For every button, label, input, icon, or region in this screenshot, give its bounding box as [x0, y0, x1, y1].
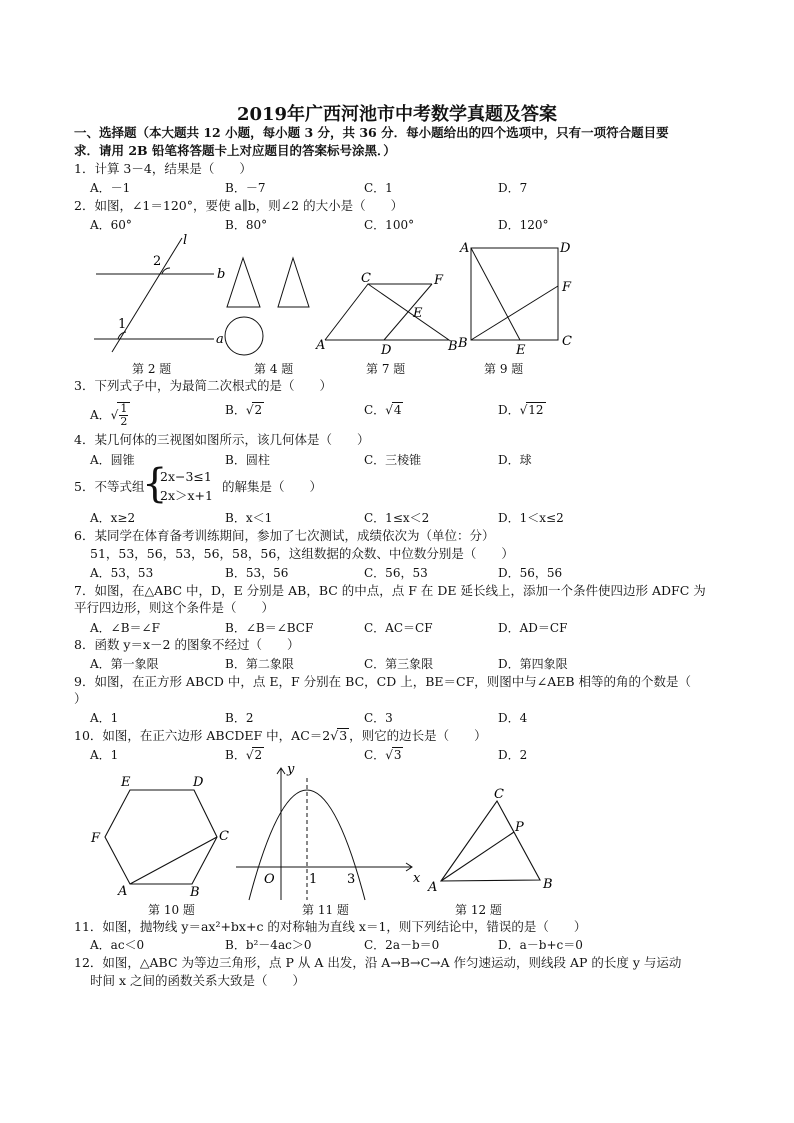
q5-brace: {	[142, 461, 168, 507]
fig9-label-a: A	[460, 241, 470, 256]
q10-option-b: B．√2	[225, 748, 263, 762]
page-title: 2019年广西河池市中考数学真题及答案	[236, 104, 558, 125]
q3-b-radicand: 2	[254, 403, 263, 417]
q4-stem: 4．某几何体的三视图如图所示，该几何体是（ ）	[74, 432, 370, 447]
fig12-label-c: C	[494, 787, 504, 802]
figure-11-parabola	[236, 768, 412, 900]
q3-option-a: A．√ $\frac{1}{2}$	[90, 402, 130, 428]
q3-stem: 3．下列式子中，为最简二次根式的是（ ）	[74, 378, 332, 393]
q1-stem: 1．计算 3－4，结果是（ ）	[74, 161, 252, 176]
fig7-label-d: D	[381, 343, 392, 358]
q7-option-d: D．AD＝CF	[498, 621, 568, 635]
fig12-label-a: A	[428, 880, 438, 895]
q11-option-a: A．ac＜0	[90, 938, 145, 952]
caption-fig-7: 第 7 题	[366, 362, 406, 376]
fig7-label-a: A	[316, 338, 326, 353]
q5-option-b: B．x＜1	[225, 511, 273, 525]
fig9-label-d: D	[560, 241, 571, 256]
q10-stem-pre: 10．如图，在正六边形 ABCDEF 中，AC＝2	[74, 728, 331, 743]
fig11-label-o: O	[264, 872, 275, 887]
fig2-label-b: b	[217, 267, 226, 282]
q1-option-a: A．－1	[90, 181, 131, 195]
fig2-label-2: 2	[153, 254, 162, 269]
q8-option-b: B．第二象限	[225, 657, 294, 671]
fig10-label-e: E	[121, 775, 131, 790]
fig7-label-c: C	[361, 271, 371, 286]
fig10-label-f: F	[91, 831, 101, 846]
caption-fig-4: 第 4 题	[254, 362, 294, 376]
q7-line2: 平行四边形，则这个条件是（ ）	[74, 600, 275, 615]
section-heading-line1: 一、选择题（本大题共 12 小题，每小题 3 分，共 36 分．每小题给出的四个选项中，只有一项符合题目要	[74, 125, 669, 140]
q2-option-a: A．60°	[90, 218, 132, 232]
fig10-label-c: C	[219, 829, 229, 844]
q7-option-b: B．∠B＝∠BCF	[225, 621, 314, 635]
caption-fig-11: 第 11 题	[302, 903, 349, 917]
q3-option-a-label: A．	[90, 408, 111, 422]
q1-option-b: B．－7	[225, 181, 266, 195]
caption-fig-10: 第 10 题	[148, 903, 195, 917]
q10-c-radicand: 3	[393, 748, 402, 762]
fig9-label-c: C	[562, 334, 572, 349]
q3-option-b-label: B．	[225, 403, 246, 417]
fig7-label-b: B	[448, 339, 458, 354]
q4-option-b: B．圆柱	[225, 453, 270, 467]
q10-b-radicand: 2	[254, 748, 263, 762]
q10-option-c: C．√3	[364, 748, 402, 762]
q11-stem: 11．如图，抛物线 y＝ax²+bx+c 的对称轴为直线 x＝1，则下列结论中，错误的是（ ）	[74, 919, 587, 934]
q3-a-denominator: 2	[120, 415, 128, 428]
q11-option-d: D．a－b+c＝0	[498, 938, 583, 952]
fig9-label-f: F	[562, 280, 572, 295]
q5-inequality-1: 2x−3≤1	[160, 469, 212, 484]
q6-option-d: D．56，56	[498, 566, 563, 580]
fig9-label-b: B	[458, 336, 468, 351]
q9-line1: 9．如图，在正方形 ABCD 中，点 E，F 分别在 BC，CD 上，BE＝CF，则图中与∠AEB 相等的角的个数是（	[74, 674, 692, 689]
q10-stem-radicand: 3	[339, 728, 348, 743]
q1-option-c: C．1	[364, 181, 393, 195]
q5-option-a: A．x≥2	[90, 511, 136, 525]
q9-option-d: D．4	[498, 711, 528, 725]
q3-option-b: B．√2	[225, 403, 263, 417]
q5-inequality-2: 2x＞x+1	[160, 488, 213, 503]
fig11-label-3: 3	[347, 872, 356, 887]
q4-option-a: A．圆锥	[90, 453, 135, 467]
section-heading-line2: 求．请用 2B 铅笔将答题卡上对应题目的答案标号涂黑．）	[74, 143, 396, 158]
caption-fig-2: 第 2 题	[132, 362, 172, 376]
q12-line1: 12．如图，△ABC 为等边三角形，点 P 从 A 出发，沿 A→B→C→A 作匀速运动，则线段 AP 的长度 y 与运动	[74, 955, 682, 970]
q3-option-c: C．√4	[364, 403, 402, 417]
q2-option-d: D．120°	[498, 218, 549, 232]
q7-line1: 7．如图，在△ABC 中，D，E 分别是 AB，BC 的中点，点 F 在 DE 延长线上，添加一个条件使四边形 ADFC 为	[74, 583, 706, 598]
fig11-label-1: 1	[309, 872, 318, 887]
q9-option-b: B．2	[225, 711, 254, 725]
q3-d-radicand: 12	[528, 403, 544, 417]
q3-option-d-label: D．	[498, 403, 520, 417]
fig7-label-f: F	[434, 273, 444, 288]
q6-option-b: B．53，56	[225, 566, 289, 580]
q8-stem: 8．函数 y＝x－2 的图象不经过（ ）	[74, 637, 300, 652]
q8-option-a: A．第一象限	[90, 657, 159, 671]
figure-10-hexagon	[105, 790, 217, 884]
q9-option-a: A．1	[90, 711, 119, 725]
fig12-label-p: P	[515, 820, 524, 835]
q6-data: 51，53，56，53，56，58，56，这组数据的众数、中位数分别是（ ）	[90, 546, 514, 561]
q10-option-c-label: C．	[364, 748, 386, 762]
fig2-label-1: 1	[118, 317, 127, 332]
q5-option-c: C．1≤x＜2	[364, 511, 430, 525]
q7-option-c: C．AC＝CF	[364, 621, 433, 635]
fig10-label-a: A	[118, 884, 128, 899]
q2-stem: 2．如图，∠1＝120°，要使 a∥b，则∠2 的大小是（ ）	[74, 198, 404, 213]
caption-fig-12: 第 12 题	[455, 903, 502, 917]
q9-line2: ）	[74, 691, 87, 706]
fig12-label-b: B	[543, 877, 553, 892]
q6-option-c: C．56，53	[364, 566, 428, 580]
q10-option-a: A．1	[90, 748, 119, 762]
fig11-label-y: y	[287, 762, 295, 777]
q6-stem: 6．某同学在体育备考训练期间，参加了七次测试，成绩依次为（单位：分）	[74, 528, 495, 543]
q3-option-d: D．√12	[498, 403, 544, 417]
caption-fig-9: 第 9 题	[484, 362, 524, 376]
q5-pre: 5．不等式组	[74, 479, 145, 494]
q5-post: 的解集是（ ）	[222, 479, 323, 494]
q6-option-a: A．53，53	[90, 566, 154, 580]
q2-option-c: C．100°	[364, 218, 415, 232]
q2-option-b: B．80°	[225, 218, 268, 232]
q1-option-d: D．7	[498, 181, 528, 195]
q8-option-c: C．第三象限	[364, 657, 434, 671]
figure-12-triangle	[441, 801, 540, 881]
fig9-label-e: E	[516, 343, 526, 358]
q4-option-d: D．球	[498, 453, 532, 467]
q11-option-c: C．2a－b＝0	[364, 938, 440, 952]
fig7-label-e: E	[413, 306, 423, 321]
q3-c-radicand: 4	[393, 403, 402, 417]
fig10-label-b: B	[190, 885, 200, 900]
q9-option-c: C．3	[364, 711, 393, 725]
fig10-label-d: D	[193, 775, 204, 790]
q11-option-b: B．b²－4ac＞0	[225, 938, 312, 952]
q10-stem: 10．如图，在正六边形 ABCDEF 中，AC＝2√3 ，则它的边长是（ ）	[74, 728, 487, 743]
q5-option-d: D．1＜x≤2	[498, 511, 564, 525]
q4-option-c: C．三棱锥	[364, 453, 422, 467]
fig11-label-x: x	[413, 871, 421, 886]
q10-stem-post: ，则它的边长是（ ）	[349, 728, 487, 743]
q10-option-d: D．2	[498, 748, 528, 762]
q3-a-numerator: 1	[120, 402, 128, 415]
q12-line2: 时间 x 之间的函数关系大致是（ ）	[90, 973, 305, 988]
q8-option-d: D．第四象限	[498, 657, 568, 671]
q7-option-a: A．∠B＝∠F	[90, 621, 160, 635]
q10-option-b-label: B．	[225, 748, 246, 762]
fig2-label-a: a	[216, 332, 224, 347]
q3-option-c-label: C．	[364, 403, 386, 417]
fig2-label-l: l	[183, 233, 188, 248]
